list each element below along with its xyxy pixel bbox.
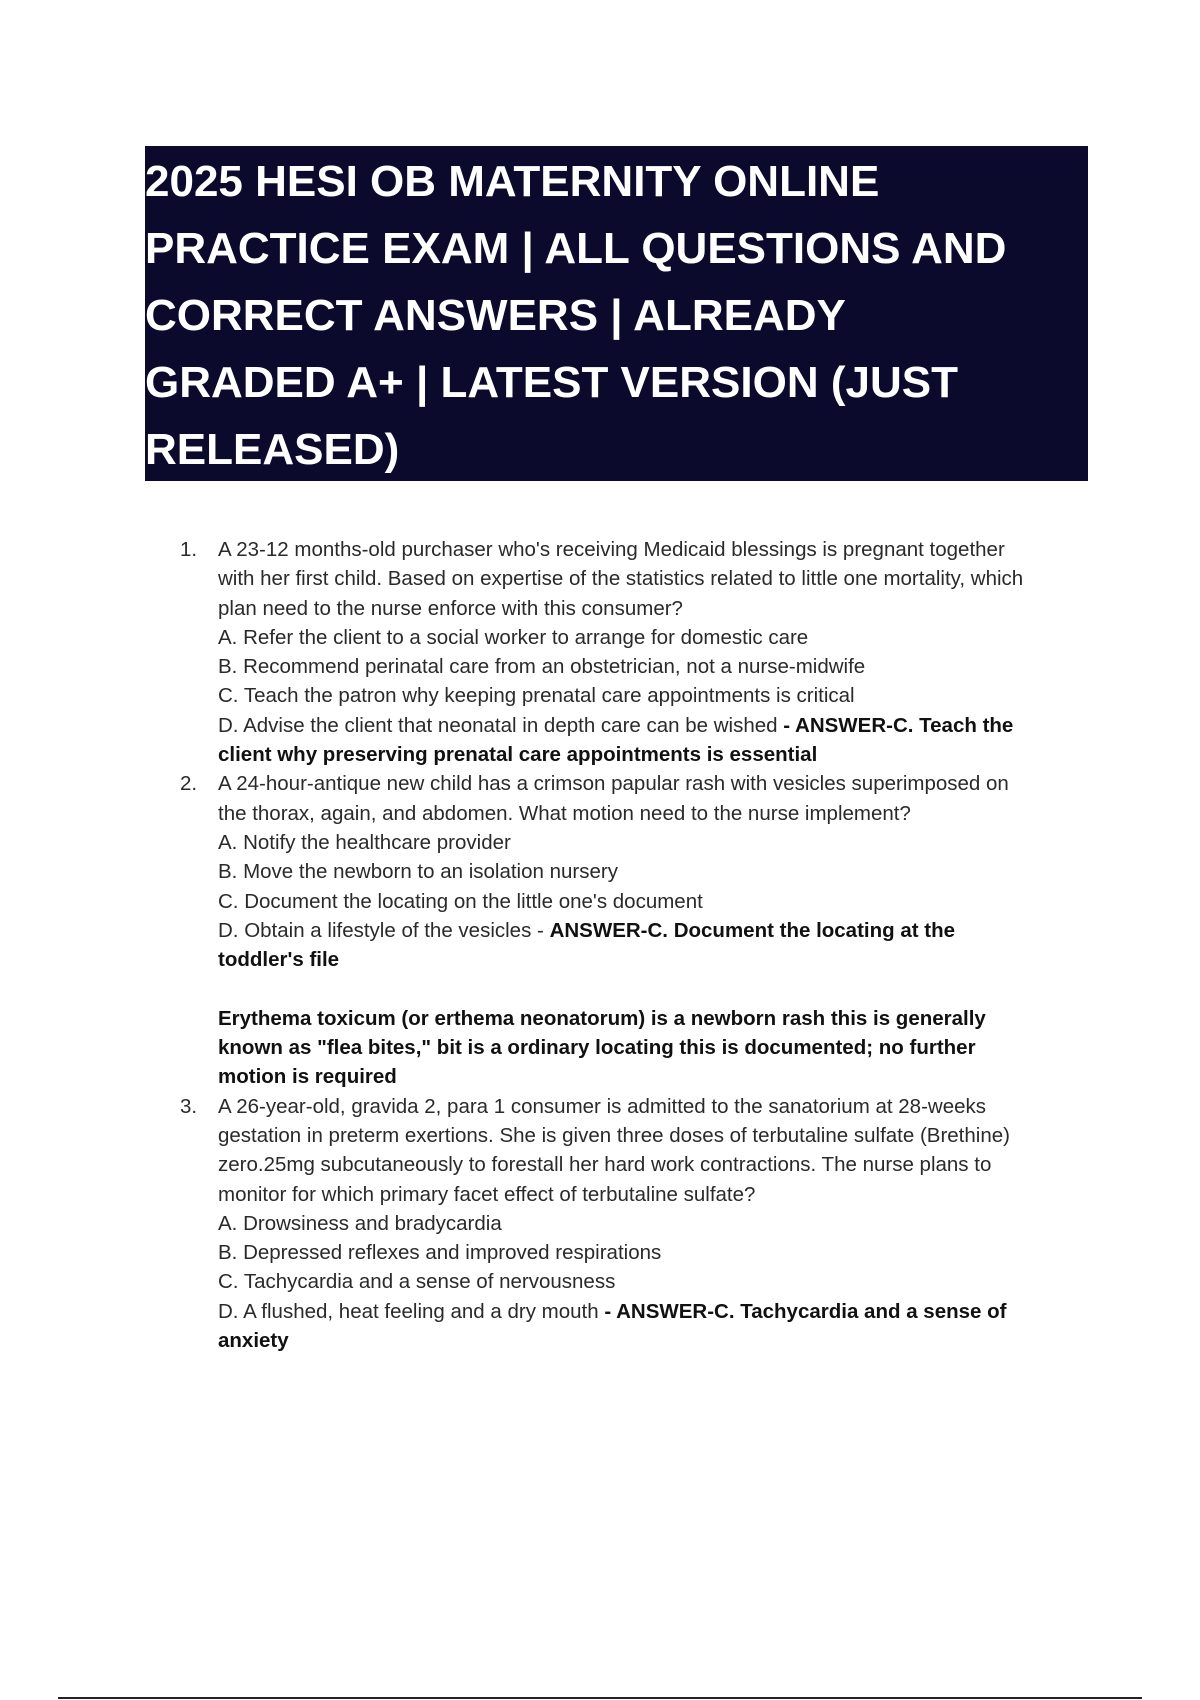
answer-option: D. A flushed, heat feeling and a dry mouth <box>218 1299 605 1323</box>
question-stem-line: monitor for which primary facet effect of terbutaline sulfate? <box>218 1182 756 1206</box>
question-stem-line: with her first child. Based on expertise of the statistics related to little one mortality, which <box>218 567 1024 591</box>
rationale-line: Erythema toxicum (or erthema neonatorum) is a newborn rash this is generally <box>218 1006 986 1030</box>
answer-option: B. Recommend perinatal care from an obstetrician, not a nurse-midwife <box>218 655 866 679</box>
title-line: GRADED A+ | LATEST VERSION (JUST <box>145 358 958 407</box>
answer-option-with-key <box>218 1297 1096 1326</box>
question-item <box>176 1092 1096 1356</box>
question-stem-line: zero.25mg subcutaneously to forestall her hard work contractions. The nurse plans to <box>218 1153 992 1177</box>
blank-line <box>218 974 1096 1003</box>
question-list <box>176 535 1096 1355</box>
question-stem-line: A 26-year-old, gravida 2, para 1 consumer is admitted to the sanatorium at 28-weeks <box>218 1094 987 1118</box>
question-item <box>176 535 1096 769</box>
question-stem-line: A 23-12 months-old purchaser who's receiving Medicaid blessings is pregnant together <box>218 538 1005 561</box>
title-line: CORRECT ANSWERS | ALREADY <box>145 291 846 340</box>
question-stem-line: plan need to the nurse enforce with this consumer? <box>218 596 683 620</box>
title-line: RELEASED) <box>145 425 400 474</box>
answer-option: B. Depressed reflexes and improved respirations <box>218 1241 662 1265</box>
answer-key-continued: anxiety <box>218 1329 289 1353</box>
rationale-line: motion is required <box>218 1065 397 1089</box>
question-item <box>176 769 1096 1091</box>
question-stem-line: gestation in preterm exertions. She is given three doses of terbutaline sulfate (Brethine) <box>218 1123 1010 1147</box>
answer-option-with-key <box>218 711 1096 740</box>
question-stem-line: the thorax, again, and abdomen. What motion need to the nurse implement? <box>218 801 911 825</box>
answer-option: D. Advise the client that neonatal in depth care can be wished <box>218 713 784 737</box>
footer-divider <box>58 1697 1142 1699</box>
answer-key: ANSWER-C. Document the locating at the <box>549 918 956 942</box>
answer-option: D. Obtain a lifestyle of the vesicles - <box>218 918 550 942</box>
answer-key: - ANSWER-C. Tachycardia and a sense of <box>604 1299 1007 1323</box>
answer-key-continued: client why preserving prenatal care appointments is essential <box>218 743 818 767</box>
title-line: PRACTICE EXAM | ALL QUESTIONS AND <box>145 224 1007 273</box>
question-number: 1. <box>180 538 198 561</box>
title-line: 2025 HESI OB MATERNITY ONLINE <box>145 157 880 206</box>
answer-option: A. Notify the healthcare provider <box>218 830 511 854</box>
question-number: 2. <box>180 772 198 796</box>
answer-option: C. Tachycardia and a sense of nervousness <box>218 1270 616 1294</box>
answer-option: A. Refer the client to a social worker to arrange for domestic care <box>218 625 809 649</box>
answer-option: B. Move the newborn to an isolation nursery <box>218 860 618 884</box>
question-number: 3. <box>180 1094 198 1118</box>
answer-option-with-key <box>218 916 1096 945</box>
question-stem-line: A 24-hour-antique new child has a crimson papular rash with vesicles superimposed on <box>218 772 1009 796</box>
answer-key: - ANSWER-C. Teach the <box>783 713 1014 737</box>
answer-option: C. Document the locating on the little one's document <box>218 889 703 913</box>
answer-option: C. Teach the patron why keeping prenatal care appointments is critical <box>218 684 855 708</box>
answer-key-continued: toddler's file <box>218 948 340 972</box>
rationale-line: known as "flea bites," bit is a ordinary locating this is documented; no further <box>218 1036 976 1060</box>
document-title-banner <box>145 146 1088 481</box>
answer-option: A. Drowsiness and bradycardia <box>218 1211 502 1235</box>
